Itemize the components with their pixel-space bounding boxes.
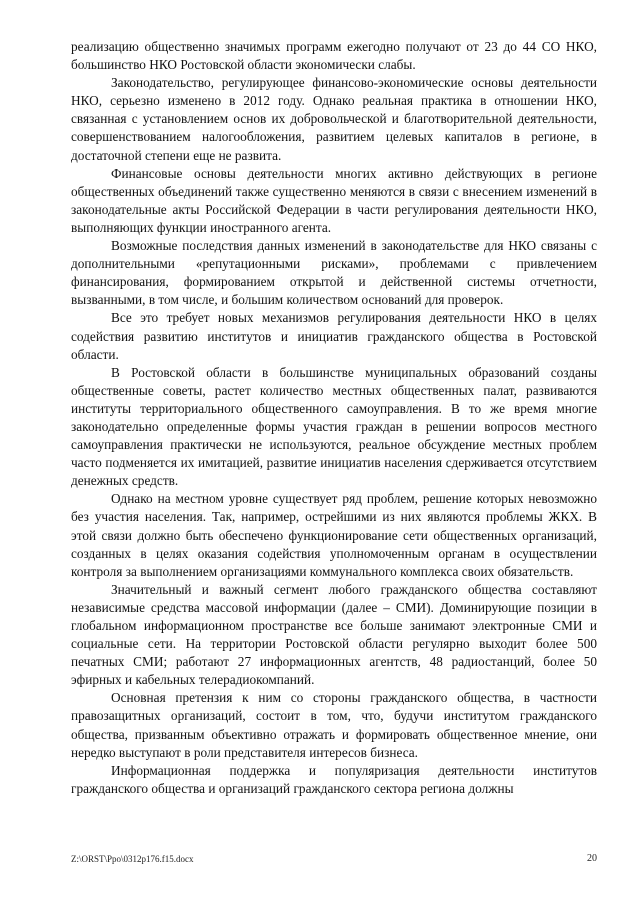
paragraph-mass-media: Значительный и важный сегмент любого гражданского общества составляют независимые средства массовой информации (далее – СМИ). Доминирующие позиции в глобальном информационном пространстве все больше занимают электронные СМИ и социальные сети. На территории Ростовской области регулярно выходит более 500 печатных СМИ; работают 27 информационных агентств, 48 радиостанций, более 50 эфирных и кабельных телерадиокомпаний. xyxy=(71,581,597,688)
paragraph-financial-basis: Финансовые основы деятельности многих активно действующих в регионе общественных объединений также существенно меняются в связи с внесением изменений в законодательные акты Российской Федерации в части регулирования деятельности НКО, выполняющих функции иностранного агента. xyxy=(71,165,597,235)
paragraph-info-support: Информационная поддержка и популяризация деятельности институтов гражданского общества и организаций гражданского сектора региона должны xyxy=(71,762,597,796)
paragraph-continuation: реализацию общественно значимых программ ежегодно получают от 23 до 44 СО НКО, большинство НКО Ростовской области экономически слабы. xyxy=(71,39,597,73)
paragraph-consequences: Возможные последствия данных изменений в законодательстве для НКО связаны с дополнительными «репутационными рисками», проблемами с привлечением финансирования, формированием открытой и действенной системы отчетности, вызванными, в том числе, и большим количеством оснований для проверок. xyxy=(71,238,597,308)
footer-file-path: Z:\ORST\Ppo\0312p176.f15.docx xyxy=(71,854,194,864)
paragraph-main-claim: Основная претензия к ним со стороны гражданского общества, в частности правозащитных организаций, состоит в том, что, будучи институтом гражданского общества, призванным объективно отражать и формировать общественное мнение, они нередко выступают в роли представителя интересов бизнеса. xyxy=(71,690,597,760)
page-number: 20 xyxy=(587,853,597,864)
document-body xyxy=(71,38,597,798)
paragraph-new-mechanisms: Все это требует новых механизмов регулирования деятельности НКО в целях содействия развитию институтов и инициатив гражданского общества в Ростовской области. xyxy=(71,310,597,362)
paragraph-legislation: Законодательство, регулирующее финансово-экономические основы деятельности НКО, серьезно изменено в 2012 году. Однако реальная практика в отношении НКО, связанная с установлением основ их добровольческой и благотворительной деятельности, совершенствованием налогообложения, развитием целевых капиталов в регионе, в достаточной степени еще не развита. xyxy=(71,75,597,163)
paragraph-local-problems: Однако на местном уровне существует ряд проблем, решение которых невозможно без участия населения. Так, например, острейшими из них являются проблемы ЖКХ. В этой связи должно быть обеспечено функционирование сети общественных организаций, созданных в целях оказания содействия уполномоченным органам в осуществлении контроля за выполнением организациями коммунального комплекса своих обязательств. xyxy=(71,491,597,579)
paragraph-municipal: В Ростовской области в большинстве муниципальных образований созданы общественные советы, растет количество местных общественных палат, развиваются институты территориального общественного самоуправления. В то же время многие законодательно определенные формы участия граждан в решении вопросов местного самоуправления практически не используются, реальное обсуждение местных проблем часто подменяется их имитацией, развитие инициатив населения сдерживается отсутствием денежных средств. xyxy=(71,364,597,489)
